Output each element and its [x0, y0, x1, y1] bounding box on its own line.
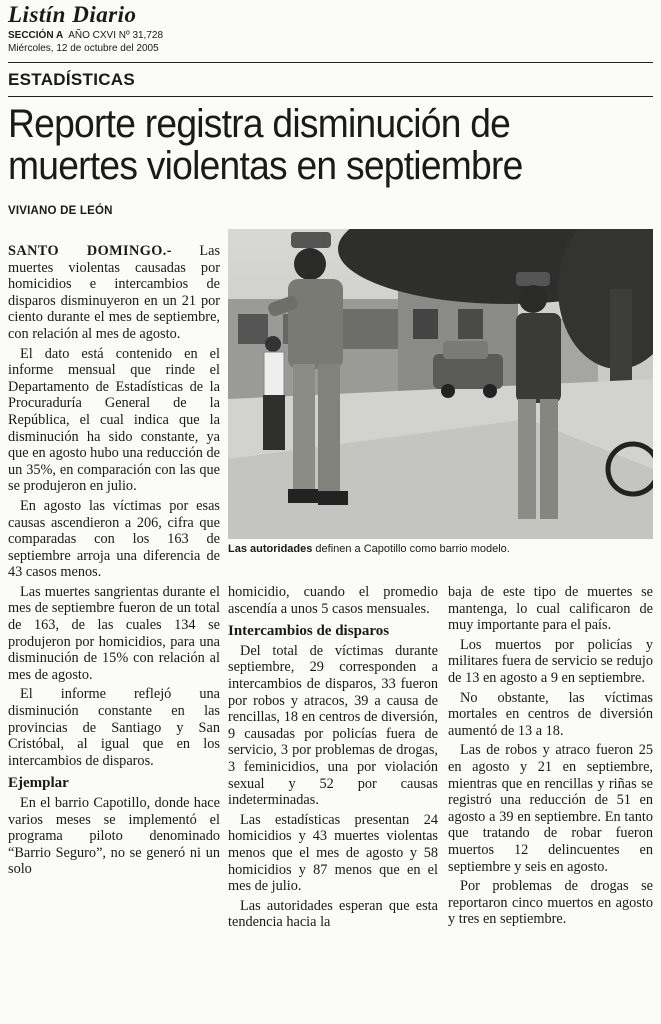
headline — [8, 103, 613, 187]
subheading: Intercambios de disparos — [228, 623, 390, 640]
headline-line-1: Reporte registra disminución de — [8, 102, 511, 146]
paragraph: Las estadísticas presentan 24 homicidios y 43 muertes violentas menos que el mes de agosto y 58 homicidios y 87 menos que en el mes de julio. — [228, 811, 438, 895]
paragraph: El informe reflejó una disminución constante en las provincias de Santiago y San Cristóbal, al igual que en los intercambios de disparos. — [8, 686, 220, 769]
edition-info — [8, 30, 163, 41]
news-photo-illustration — [228, 229, 653, 539]
paragraph: Las autoridades esperan que esta tendencia hacia la — [228, 897, 438, 931]
dateline: SANTO DOMINGO.- — [8, 243, 172, 259]
article-column-2 — [228, 584, 438, 934]
paragraph: Del total de víctimas durante septiembre, 29 corresponden a intercambios de disparos, 33 fueron por robos y atracos, 39 a causa de rencillas, 18 en centros de diversión, 9 causadas por policías fuera de servicio, 3 por problemas de drogas, 3 feminicidios, una por violación sexual y 52 por causas indeterminadas. — [228, 642, 438, 809]
news-photo — [228, 229, 653, 539]
publication-date: Miércoles, 12 de octubre del 2005 — [8, 43, 159, 54]
byline: VIVIANO DE LEÓN — [8, 205, 113, 217]
section-label: SECCIÓN A — [8, 30, 64, 41]
paragraph: En el barrio Capotillo, donde hace varios meses se implementó el programa piloto denominado “Barrio Seguro”, no se generó ni un solo — [8, 795, 220, 878]
paragraph: Por problemas de drogas se reportaron cinco muertos en agosto y tres en septiembre. — [448, 878, 653, 928]
headline-line-2: muertes violentas en septiembre — [8, 144, 523, 188]
photo-caption — [228, 543, 510, 555]
paragraph: Las de robos y atraco fueron 25 en agosto y 21 en septiembre, mientras que en rencillas y riñas se registró una reducción de 51 en agosto a 39 en septiembre. En tanto que tratando de robar fueron muertos 12 delincuentes en septiembre y seis en agosto. — [448, 742, 653, 875]
paragraph: homicidio, cuando el promedio ascendía a unos 5 casos mensuales. — [228, 584, 438, 617]
edition-number: AÑO CXVI Nº 31,728 — [68, 30, 164, 41]
caption-text: definen a Capotillo como barrio modelo. — [312, 543, 510, 555]
paragraph-text: Las muertes violentas causadas por homicidios e intercambios de disparos disminuyeron en un 21 por ciento durante el mes de septiembre, con relación al mes de agosto. — [8, 243, 221, 342]
paragraph: El dato está contenido en el informe mensual que rinde el Departamento de Estadísticas de la Procuraduría General de la República, el cual indica que la disminución ha sido constante, ya que en agosto hubo una reducción de un 35%, en comparación con las que se produjeron en julio. — [8, 345, 221, 495]
article-column-3 — [448, 584, 653, 931]
caption-bold: Las autoridades — [228, 543, 313, 555]
paragraph: baja de este tipo de muertes se mantenga, lo cual calificaron de muy importante para el país. — [448, 584, 653, 634]
paragraph — [8, 243, 220, 343]
subheading: Ejemplar — [8, 775, 69, 792]
paragraph: Las muertes sangrientas durante el mes de septiembre fueron de un total de 163, de las cuales 134 se produjeron por homicidios, para una disminución de 15% con relación al mes de agosto. — [8, 583, 220, 683]
paragraph: No obstante, las víctimas mortales en centros de diversión aumentó de 13 a 18. — [448, 689, 653, 739]
newspaper-logo: Listín Diario — [8, 2, 137, 27]
section-title: ESTADÍSTICAS — [8, 70, 136, 89]
paragraph: Los muertos por policías y militares fuera de servicio se redujo de 13 en agosto a 9 en septiembre. — [448, 636, 653, 686]
masthead-divider — [8, 62, 653, 63]
paragraph: En agosto las víctimas por esas causas ascendieron a 206, cifra que comparadas con los 163 de septiembre arroja una diferencia de 43 casos menos. — [8, 497, 220, 581]
section-divider — [8, 96, 653, 97]
article-column-1 — [8, 243, 220, 881]
